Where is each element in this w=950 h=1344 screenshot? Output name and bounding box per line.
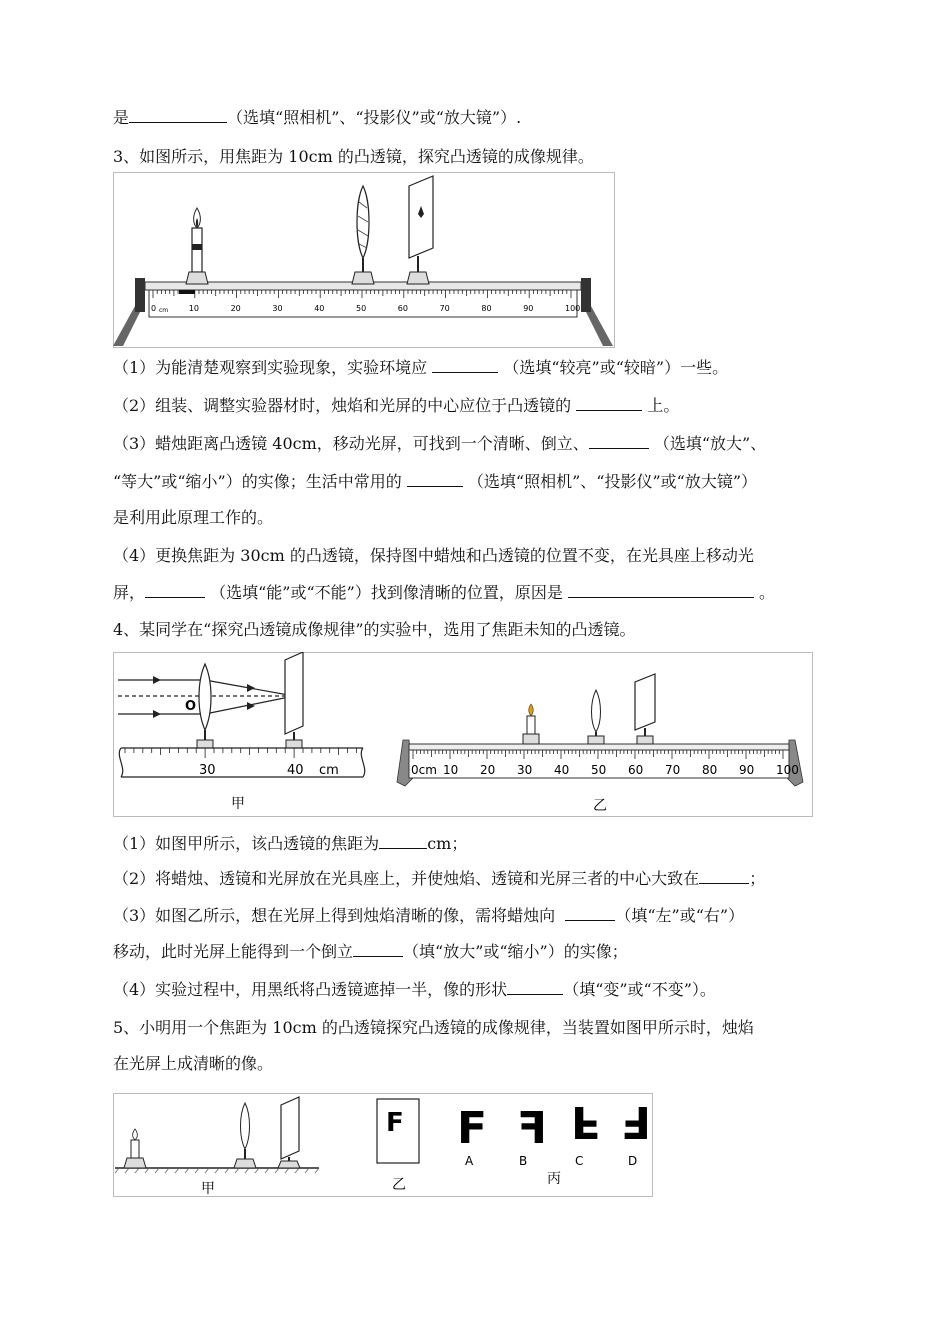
text-line xyxy=(113,869,765,889)
answer-blank[interactable] xyxy=(589,434,649,449)
answer-blank[interactable] xyxy=(565,906,615,921)
text-fragment: （填“左”或“右”） xyxy=(615,906,745,925)
answer-blank[interactable] xyxy=(379,834,427,849)
text-line xyxy=(113,583,775,603)
tick-label: 80 xyxy=(481,304,492,313)
tick-label: 70 xyxy=(439,304,450,313)
text-fragment: （填“变”或“不变”）。 xyxy=(563,980,716,999)
svg-text:F: F xyxy=(620,1096,651,1147)
tick-label: 20 xyxy=(230,304,241,313)
tick-label: 60 xyxy=(628,763,644,777)
option-label-b: B xyxy=(519,1154,528,1168)
unit-label: cm xyxy=(319,763,339,778)
option-label-d: D xyxy=(628,1154,638,1168)
tick-label: 10 xyxy=(188,304,199,313)
tick-label: 50 xyxy=(356,304,367,313)
text-line xyxy=(113,906,744,926)
text-fragment: （选填“放大”、 xyxy=(653,434,767,453)
svg-text:F: F xyxy=(516,1103,547,1154)
convex-lens xyxy=(234,1103,256,1168)
text-fragment: （1）如图甲所示，该凸透镜的焦距为 xyxy=(113,834,380,853)
tick-label: 30 xyxy=(272,304,283,313)
option-b-image xyxy=(517,1103,547,1154)
text-fragment: 屏， xyxy=(113,583,146,602)
tick-label: 90 xyxy=(523,304,534,313)
text-line xyxy=(113,434,766,454)
tick-label: 70 xyxy=(665,763,681,777)
option-label-c: C xyxy=(575,1154,584,1168)
text-fragment: （2）组装、调整实验器材时，烛焰和光屏的中心应位于凸透镜的 xyxy=(113,396,572,415)
text-fragment: （4）实验过程中，用黑纸将凸透镜遮掉一半，像的形状 xyxy=(113,980,508,999)
lens-experiment-diagram xyxy=(113,652,813,817)
option-a-image xyxy=(457,1103,487,1154)
text-fragment: ； xyxy=(749,869,766,888)
optical-bench-diagram xyxy=(113,172,615,348)
focal-length-figure-q4 xyxy=(113,652,813,817)
text-line xyxy=(113,834,467,854)
candle xyxy=(523,704,539,744)
text-fragment: 上。 xyxy=(647,396,680,415)
answer-blank[interactable] xyxy=(353,942,403,957)
light-screen xyxy=(407,176,433,284)
convex-lens xyxy=(352,186,374,284)
object-letter: F xyxy=(386,1108,404,1138)
light-screen xyxy=(635,674,655,744)
bench-end-right xyxy=(581,278,591,312)
tick-label: 40 xyxy=(554,763,570,777)
svg-text:F: F xyxy=(457,1103,488,1154)
tick-label: 0 xyxy=(151,304,157,313)
text-fragment: 是 xyxy=(113,108,130,127)
optical-bench-figure-q3 xyxy=(113,172,615,348)
image-options-diagram xyxy=(113,1093,653,1197)
question-4-title: 4、某同学在“探究凸透镜成像规律”的实验中，选用了焦距未知的凸透镜。 xyxy=(113,620,636,639)
text-fragment: （1）为能清楚观察到实验现象，实验环境应 xyxy=(113,358,428,377)
tick-label: 100 xyxy=(565,304,581,313)
caption-yi: 乙 xyxy=(392,1177,406,1193)
tick-label: 30 xyxy=(199,763,216,778)
text-fragment: （3）蜡烛距离凸透镜 40cm，移动光屏，可找到一个清晰、倒立、 xyxy=(113,434,589,453)
option-c-image xyxy=(571,1096,601,1147)
tick-label: 100 xyxy=(776,763,799,777)
text-line xyxy=(113,942,628,962)
answer-blank[interactable] xyxy=(576,396,642,411)
caption-jia: 甲 xyxy=(231,796,245,812)
image-orientation-figure-q5 xyxy=(113,1093,653,1197)
caption-yi: 乙 xyxy=(593,798,607,814)
text-line: 在光屏上成清晰的像。 xyxy=(113,1054,274,1073)
text-fragment: （2）将蜡烛、透镜和光屏放在光具座上，并使烛焰、透镜和光屏三者的中心大致在 xyxy=(113,869,700,888)
light-screen xyxy=(278,1097,300,1168)
tick-label: 50 xyxy=(591,763,607,777)
bench-rail xyxy=(409,744,789,750)
text-fragment: cm； xyxy=(427,834,468,853)
convex-lens xyxy=(588,690,604,744)
unit-label: cm xyxy=(159,307,169,314)
candle xyxy=(124,1129,146,1168)
answer-blank[interactable] xyxy=(699,869,749,884)
text-fragment: （填“放大”或“缩小”）的实像； xyxy=(403,942,628,961)
tick-label: 10 xyxy=(443,763,459,777)
bench-end-left xyxy=(135,278,145,312)
text-fragment: 移动，此时光屏上能得到一个倒立 xyxy=(113,942,354,961)
convex-lens xyxy=(199,664,211,730)
tick-label: 80 xyxy=(702,763,718,777)
tick-label: 40 xyxy=(314,304,325,313)
text-line: 是利用此原理工作的。 xyxy=(113,508,274,527)
option-d-image xyxy=(621,1096,651,1147)
text-fragment: “等大”或“缩小”）的实像；生活中常用的 xyxy=(113,472,402,491)
text-line: （4）更换焦距为 30cm 的凸透镜，保持图中蜡烛和凸透镜的位置不变，在光具座上移动光 xyxy=(113,546,754,565)
tick-label: 0cm xyxy=(411,763,437,777)
tick-label: 20 xyxy=(480,763,496,777)
text-fragment: （选填“能”或“不能”）找到像清晰的位置，原因是 xyxy=(210,583,563,602)
answer-blank[interactable] xyxy=(432,358,498,373)
answer-blank[interactable] xyxy=(129,108,227,123)
text-fragment: （选填“照相机”、“投影仪”或“放大镜”）. xyxy=(227,108,522,127)
answer-blank[interactable] xyxy=(507,980,563,995)
answer-blank[interactable] xyxy=(145,583,205,598)
answer-blank[interactable] xyxy=(407,472,463,487)
text-fragment: （选填“照相机”、“投影仪”或“放大镜”） xyxy=(467,472,758,491)
question-3-title: 3、如图所示，用焦距为 10cm 的凸透镜，探究凸透镜的成像规律。 xyxy=(113,147,594,166)
text-line xyxy=(113,108,521,128)
text-fragment: 。 xyxy=(759,583,776,602)
tick-label: 60 xyxy=(397,304,408,313)
text-line xyxy=(113,472,757,492)
text-line xyxy=(113,396,679,416)
light-screen xyxy=(285,652,303,734)
tick-label: 30 xyxy=(517,763,533,777)
text-fragment: （选填“较亮”或“较暗”）一些。 xyxy=(503,358,729,377)
candle xyxy=(186,208,208,284)
text-line xyxy=(113,358,728,378)
lens-center-label: O xyxy=(185,699,197,714)
text-fragment: （3）如图乙所示，想在光屏上得到烛焰清晰的像，需将蜡烛向 xyxy=(113,906,556,925)
caption-jia: 甲 xyxy=(201,1181,215,1197)
svg-text:F: F xyxy=(571,1096,602,1147)
option-label-a: A xyxy=(465,1154,474,1168)
question-5-title: 5、小明用一个焦距为 10cm 的凸透镜探究凸透镜的成像规律，当装置如图甲所示时，烛焰 xyxy=(113,1018,754,1037)
tick-label: 90 xyxy=(739,763,755,777)
text-line xyxy=(113,980,716,1000)
tick-label: 40 xyxy=(287,763,304,778)
answer-blank[interactable] xyxy=(568,583,754,598)
caption-bing: 丙 xyxy=(547,1171,561,1187)
